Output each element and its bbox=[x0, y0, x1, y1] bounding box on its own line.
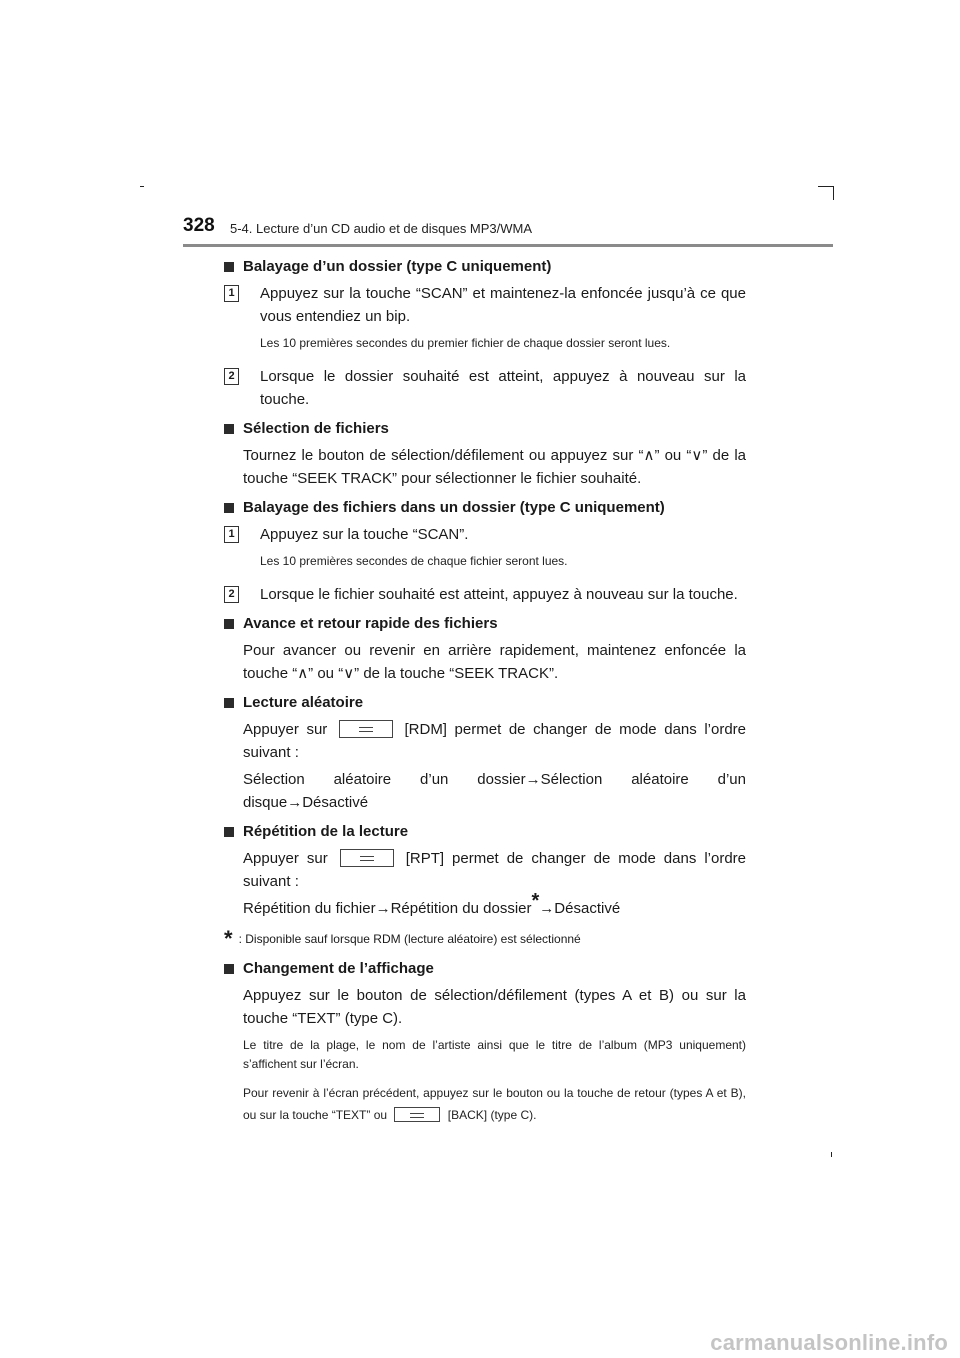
step-item bbox=[224, 282, 746, 361]
heading-bullet-icon bbox=[224, 827, 234, 837]
section-heading bbox=[224, 255, 746, 278]
section-title: Balayage des fichiers dans un dossier (type C uniquement) bbox=[243, 499, 665, 516]
footnote bbox=[224, 926, 746, 949]
footnote-star: * bbox=[224, 926, 233, 951]
section-title: Changement de l’affichage bbox=[243, 960, 434, 977]
step-number: 2 bbox=[224, 368, 239, 385]
step-item bbox=[224, 365, 746, 411]
section-body: Pour avancer ou revenir en arrière rapidement, maintenez enfoncée la touche “∧” ou “∨” de la touche “SEEK TRACK”. bbox=[243, 642, 746, 682]
body-text-post: [RPT] permet de changer de mode dans l’ordre suivant : bbox=[243, 850, 746, 890]
section-body: Tournez le bouton de sélection/défilement ou appuyez sur “∧” ou “∨” de la touche “SEEK TRACK” pour sélectionner le fichier souhaité. bbox=[243, 447, 746, 487]
section-heading bbox=[224, 417, 746, 440]
step-text: Appuyez sur la touche “SCAN” et maintenez-la enfoncée jusqu’à ce que vous entendiez un bip. bbox=[260, 285, 746, 325]
mode-sequence bbox=[224, 890, 746, 920]
step-text: Appuyez sur la touche “SCAN”. bbox=[260, 526, 469, 543]
section-title: Lecture aléatoire bbox=[243, 694, 364, 711]
page-number: 328 bbox=[183, 215, 215, 236]
step-note: Les 10 premières secondes de chaque fichier seront lues. bbox=[260, 554, 568, 568]
section-note: Le titre de la plage, le nom de l’artiste ainsi que le titre de l’album (MP3 uniquement) s’affichent sur l’écran. bbox=[243, 1038, 746, 1071]
section-heading bbox=[224, 957, 746, 980]
section-note bbox=[224, 1082, 746, 1126]
crop-mark-bottom-right bbox=[831, 1152, 832, 1157]
preset-button-icon bbox=[340, 849, 394, 867]
note-text-pre: Pour revenir à l’écran précédent, appuyez sur le bouton ou la touche de retour (types A et B), ou sur la touche “TEXT” ou bbox=[243, 1086, 746, 1122]
body-text-pre: Appuyer sur bbox=[243, 721, 328, 738]
body-text-pre: Appuyer sur bbox=[243, 850, 328, 867]
sequence-part-a: Répétition du fichier→Répétition du dossier bbox=[243, 900, 532, 917]
section-body bbox=[224, 847, 746, 893]
step-note: Les 10 premières secondes du premier fichier de chaque dossier seront lues. bbox=[260, 336, 671, 350]
footnote-text: : Disponible sauf lorsque RDM (lecture aléatoire) est sélectionné bbox=[238, 932, 581, 946]
heading-bullet-icon bbox=[224, 698, 234, 708]
crop-mark-top-left bbox=[140, 186, 144, 187]
step-text: Lorsque le fichier souhaité est atteint, appuyez à nouveau sur la touche. bbox=[260, 586, 738, 603]
heading-bullet-icon bbox=[224, 424, 234, 434]
header-rule bbox=[183, 244, 833, 247]
section-heading bbox=[224, 820, 746, 843]
section-title: Avance et retour rapide des fichiers bbox=[243, 615, 498, 632]
step-number: 1 bbox=[224, 526, 239, 543]
section-body: Appuyez sur le bouton de sélection/défilement (types A et B) ou sur la touche “TEXT” (type C). bbox=[243, 987, 746, 1027]
section-heading bbox=[224, 496, 746, 519]
running-head: 5-4. Lecture d’un CD audio et de disques MP3/WMA bbox=[230, 221, 533, 236]
step-text: Lorsque le dossier souhaité est atteint, appuyez à nouveau sur la touche. bbox=[260, 368, 746, 408]
preset-button-icon bbox=[339, 720, 393, 738]
heading-bullet-icon bbox=[224, 619, 234, 629]
crop-mark-top-right-v bbox=[833, 186, 834, 200]
section-title: Balayage d’un dossier (type C uniquement) bbox=[243, 258, 552, 275]
body-text-post: [RDM] permet de changer de mode dans l’ordre suivant : bbox=[243, 721, 747, 761]
watermark: carmanualsonline.info bbox=[710, 1330, 948, 1355]
heading-bullet-icon bbox=[224, 964, 234, 974]
sequence-part-b: →Désactivé bbox=[539, 900, 621, 917]
step-number: 1 bbox=[224, 285, 239, 302]
mode-sequence: Sélection aléatoire d’un dossier→Sélection aléatoire d’un disque→Désactivé bbox=[243, 771, 746, 811]
section-title: Sélection de fichiers bbox=[243, 420, 389, 437]
section-body bbox=[224, 718, 746, 764]
crop-mark-top-right-h bbox=[818, 186, 834, 187]
step-item bbox=[224, 583, 746, 606]
step-item bbox=[224, 523, 746, 579]
page-content bbox=[224, 255, 746, 1134]
heading-bullet-icon bbox=[224, 503, 234, 513]
preset-button-icon bbox=[394, 1107, 440, 1122]
section-heading bbox=[224, 612, 746, 635]
note-text-post: [BACK] (type C). bbox=[447, 1108, 537, 1122]
step-number: 2 bbox=[224, 586, 239, 603]
section-heading bbox=[224, 691, 746, 714]
heading-bullet-icon bbox=[224, 262, 234, 272]
footnote-marker: * bbox=[531, 890, 540, 912]
section-title: Répétition de la lecture bbox=[243, 823, 409, 840]
